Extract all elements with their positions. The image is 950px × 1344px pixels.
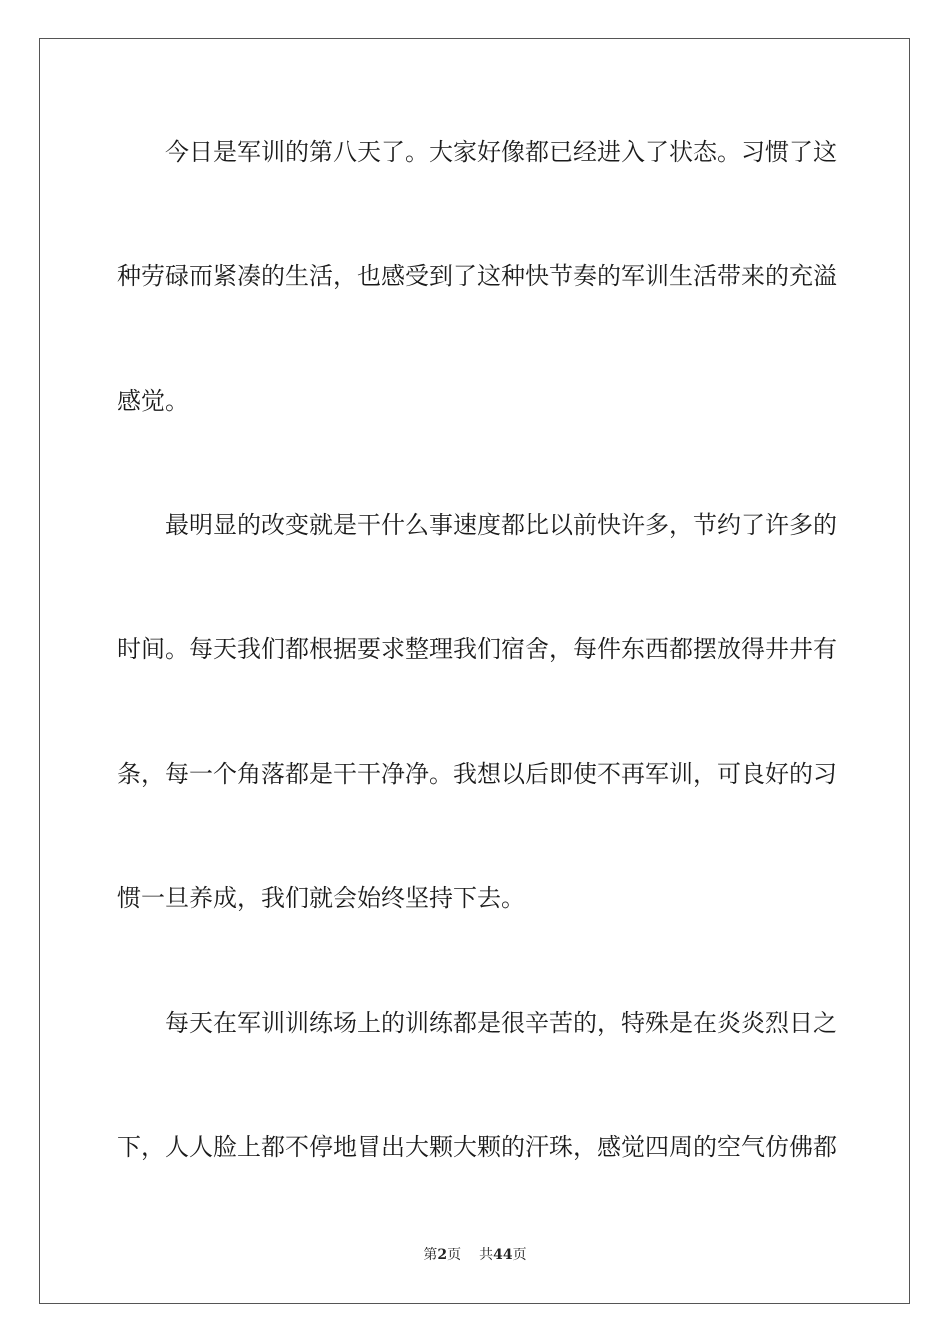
page-label-prefix: 第 — [423, 1247, 438, 1263]
page-border — [39, 38, 910, 1304]
page-label-suffix: 页 — [447, 1247, 462, 1263]
paragraph-3-line-1: 每天在军训训练场上的训练都是很辛苦的，特殊是在炎炎烈日之 — [165, 1009, 837, 1037]
total-label-prefix: 共 — [479, 1247, 494, 1263]
current-page-number: 2 — [437, 1247, 448, 1263]
total-page-count: 44 — [493, 1247, 513, 1263]
page-footer — [0, 1246, 950, 1264]
paragraph-3-line-2: 下，人人脸上都不停地冒出大颗大颗的汗珠，感觉四周的空气仿佛都 — [117, 1133, 837, 1161]
total-label-suffix: 页 — [512, 1247, 527, 1263]
paragraph-1-line-1: 今日是军训的第八天了。大家好像都已经进入了状态。习惯了这 — [165, 138, 837, 166]
paragraph-2-line-2: 时间。每天我们都根据要求整理我们宿舍，每件东西都摆放得井井有 — [117, 635, 837, 663]
paragraph-2-line-3: 条，每一个角落都是干干净净。我想以后即使不再军训，可良好的习 — [117, 760, 837, 788]
paragraph-2-line-1: 最明显的改变就是干什么事速度都比以前快许多，节约了许多的 — [165, 511, 837, 539]
paragraph-1-line-2: 种劳碌而紧凑的生活，也感受到了这种快节奏的军训生活带来的充溢 — [117, 262, 837, 290]
paragraph-2-line-4: 惯一旦养成，我们就会始终坚持下去。 — [117, 884, 525, 912]
paragraph-1-line-3: 感觉。 — [117, 387, 189, 415]
